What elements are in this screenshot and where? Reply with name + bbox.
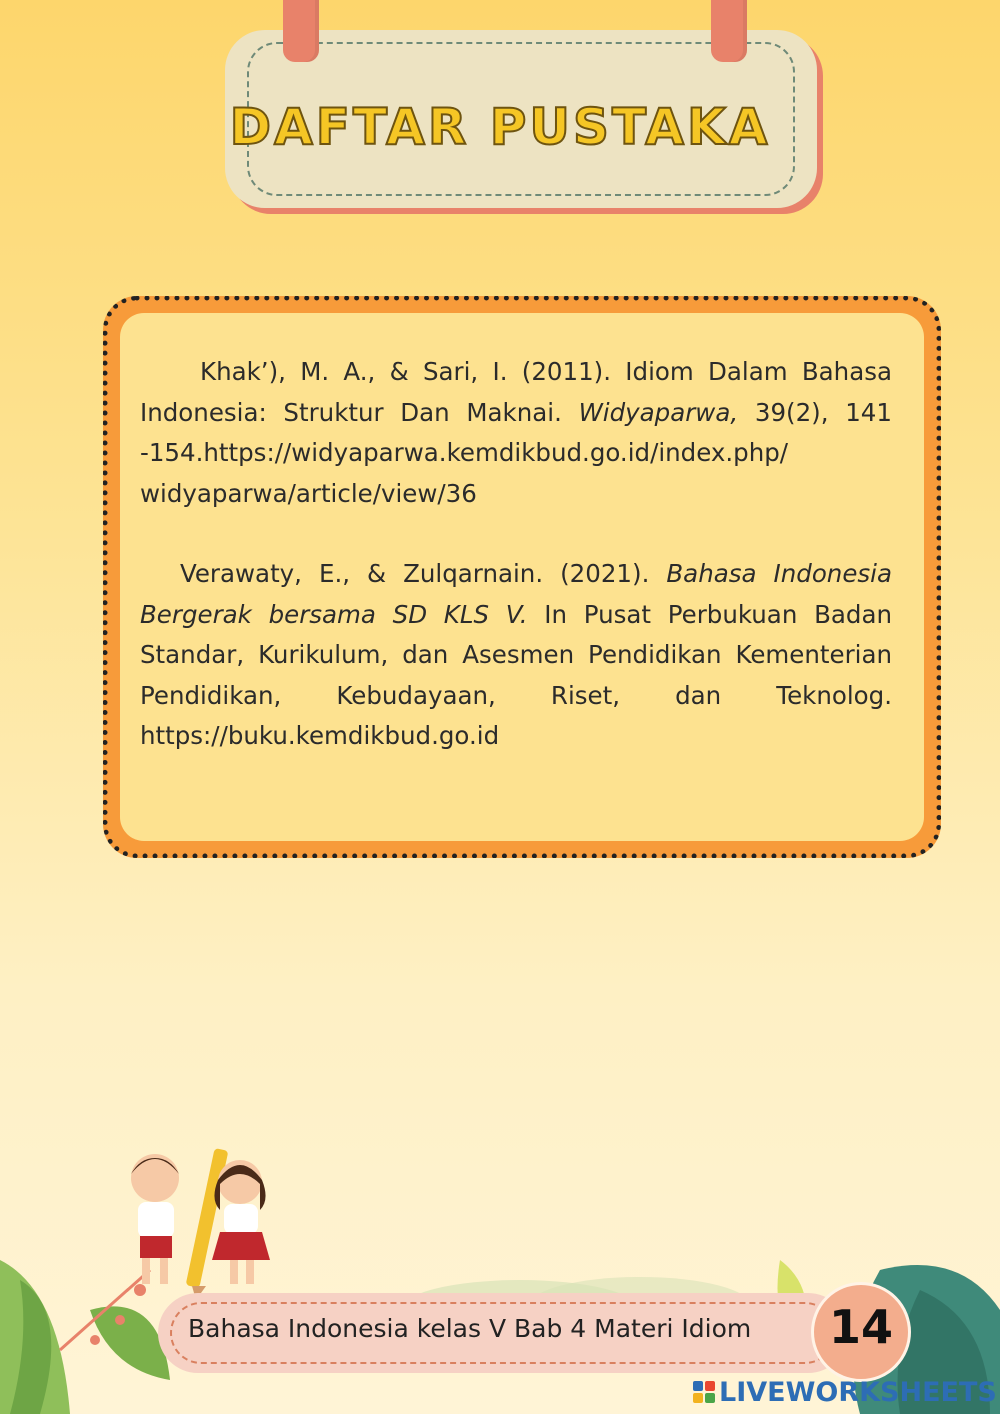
reference-text: Khak’), M. A., & Sari, I. (2011). Idiom Dalam Bahasa Indonesia: Struktur Dan Maknai. — [140, 357, 892, 427]
sign-strap-left — [283, 0, 319, 62]
page-title: DAFTAR PUSTAKA — [229, 98, 771, 156]
liveworksheets-icon — [693, 1381, 715, 1403]
reference-italic: Bahasa Indonesia Bergerak bersama SD KLS V. — [140, 559, 892, 629]
page-number: 14 — [828, 1300, 893, 1354]
reference-list — [140, 352, 892, 797]
sign-strap-right — [711, 0, 747, 62]
reference-text: 39(2), 141 -154.https://widyaparwa.kemdikbud.go.id/index.php/ widyaparwa/article/view/36 — [140, 397, 892, 508]
liveworksheets-logo — [693, 1374, 997, 1410]
watermark-text: LIVEWORKSHEETS — [719, 1376, 997, 1408]
reference-entry — [140, 554, 892, 757]
reference-text: In Pusat Perbukuan Badan Standar, Kurikulum, dan Asesmen Pendidikan Kementerian Pendidikan, Kebudayaan, Riset, dan Teknolog. https://buku.kemdikbud.go.id — [140, 599, 892, 750]
reference-entry — [140, 352, 892, 514]
footer-caption: Bahasa Indonesia kelas V Bab 4 Materi Idiom — [188, 1314, 752, 1343]
reference-text: Verawaty, E., & Zulqarnain. (2021). — [180, 559, 667, 588]
children-illustration — [120, 1140, 300, 1300]
reference-italic: Widyaparwa, — [578, 397, 739, 427]
